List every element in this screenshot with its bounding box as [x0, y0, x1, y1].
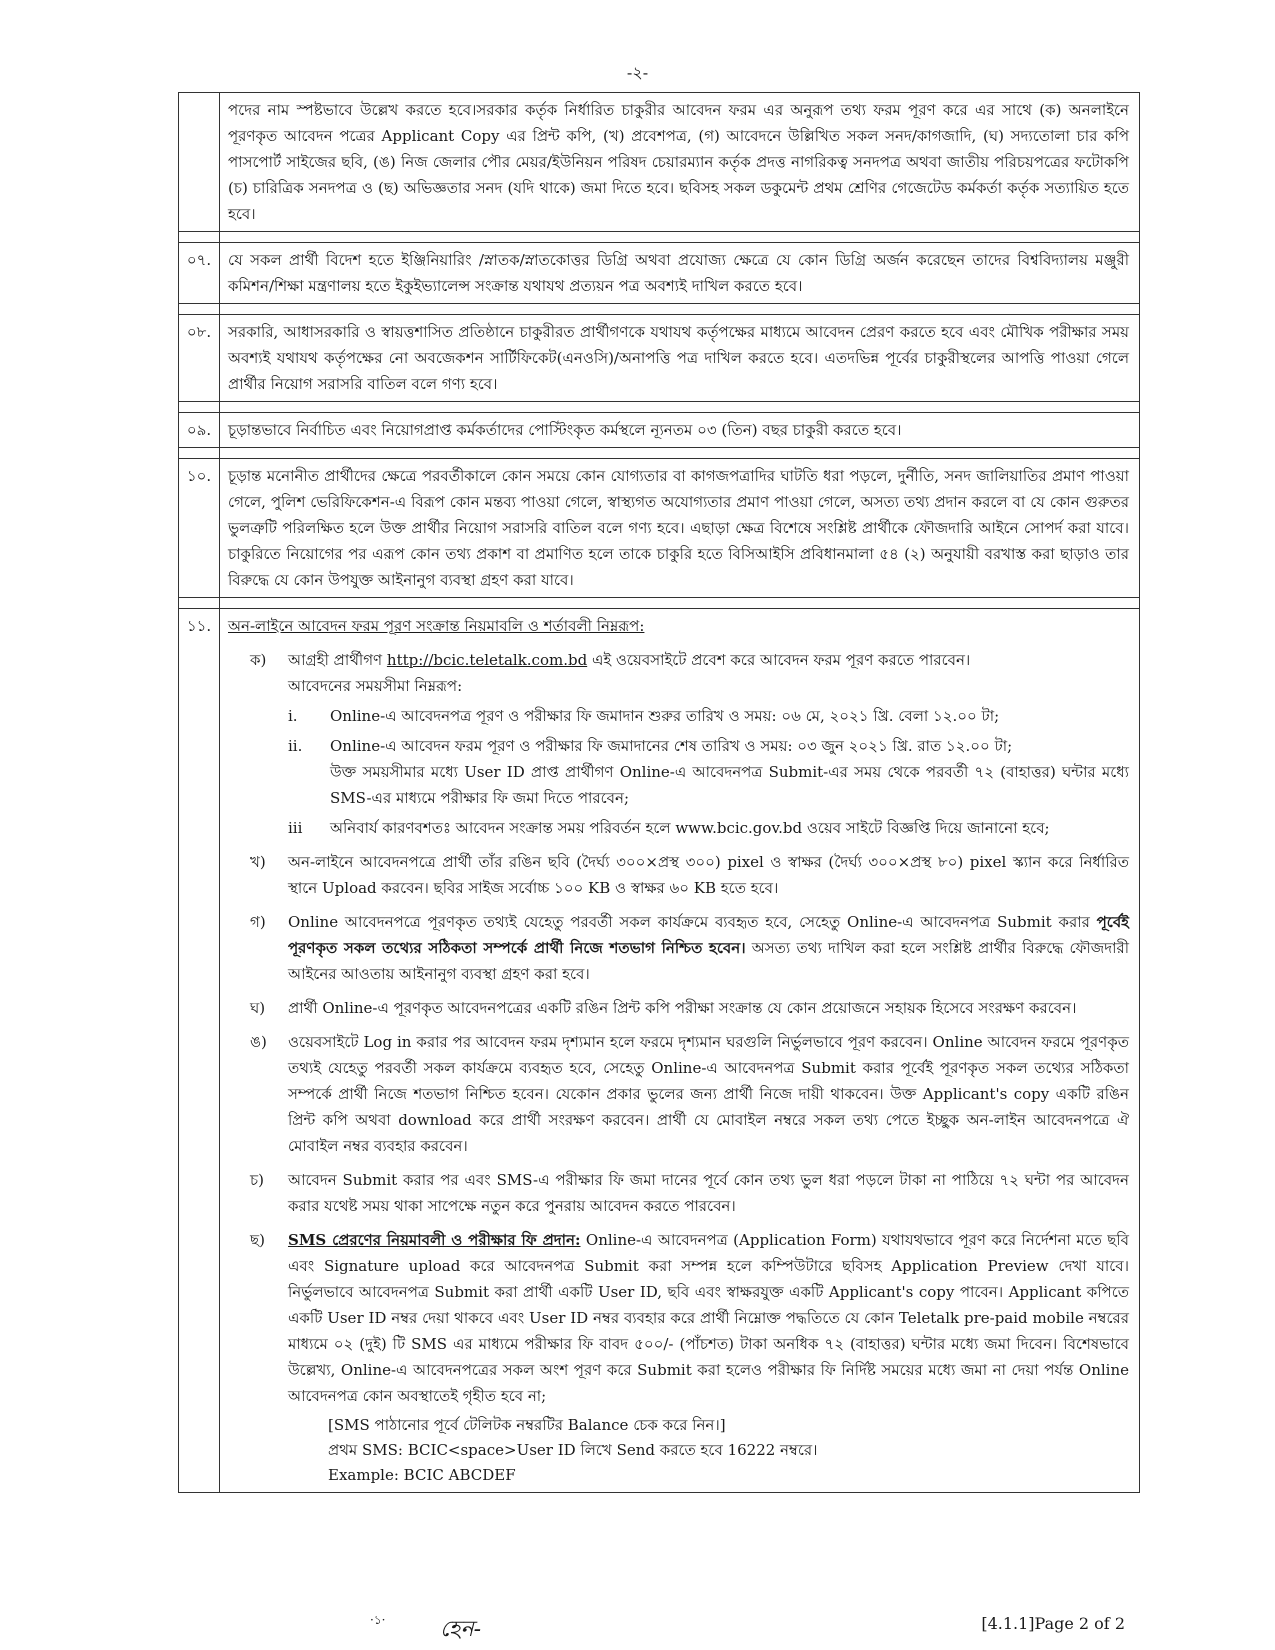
- row-spacer: [179, 402, 1139, 413]
- sub-label: খ): [250, 853, 266, 871]
- ka-text-post: এই ওয়েবসাইটে প্রবেশ করে আবেদন ফরম পূরণ করতে পারবেন।: [587, 651, 971, 669]
- roman-ii-note: উক্ত সময়সীমার মধ্যে User ID প্রাপ্ত প্রার্থীগণ Online-এ আবেদনপত্র Submit-এর সময় থেকে পরবর্তী ৭২ (বাহাত্তর) ঘন্টার মধ্যে SMS-এর মাধ্যমে পরীক্ষার ফি জমা দিতে পারবেন;: [330, 763, 1129, 807]
- sub-item-ga: [228, 909, 1129, 987]
- sms-text: Online-এ আবেদনপত্র (Application Form) যথাযথভাবে পূরণ করে নির্দেশনা মতে ছবি এবং Signature upload করে আবেদনপত্র Submit করা সম্পন্ন হলে কম্পিউটারে ছবিসহ Application Preview দেখা যাবে। নির্ভুলভাবে আবেদনপত্র Submit করা প্রার্থী একটি User ID, ছবি এবং স্বাক্ষরযুক্ত একটি Applicant's copy পাবেন। Applicant কপিতে একটি User ID নম্বর দেয়া থাকবে এবং User ID নম্বর ব্যবহার করে প্রার্থী নিম্নোক্ত পদ্ধতিতে যে কোন Teletalk pre-paid mobile নম্বরের মাধ্যমে ০২ (দুই) টি SMS এর মাধ্যমে পরীক্ষার ফি বাবদ ৫০০/- (পাঁচশত) টাকা অনধিক ৭২ (বাহাত্তর) ঘন্টার মধ্যে জমা দিবেন। বিশেষভাবে উল্লেখ্য, Online-এ আবেদনপত্রের সকল অংশ পূরণ করে Submit করা হলেও পরীক্ষার ফি নির্দিষ্ট সময়ের মধ্যে জমা না দেয়া পর্যন্ত Online আবেদনপত্র কোন অবস্থাতেই গৃহীত হবে না;: [288, 1231, 1130, 1405]
- row-spacer: [179, 304, 1139, 315]
- table-row-intro: [179, 93, 1139, 232]
- table-row-08: [179, 315, 1139, 402]
- sub-label: ঘ): [250, 999, 266, 1017]
- table-row-11: [179, 609, 1139, 1492]
- sms-instructions: [228, 1413, 1129, 1488]
- sub-label: ঙ): [250, 1033, 267, 1051]
- sub-item-cha: [228, 1167, 1129, 1219]
- roman-text: অনিবার্য কারণবশতঃ আবেদন সংক্রান্ত সময় পরিবর্তন হলে www.bcic.gov.bd ওয়েব সাইটে বিজ্ঞপ্তি দিয়ে জানানো হবে;: [330, 819, 1050, 837]
- sub-label: ছ): [250, 1231, 265, 1249]
- row-number: ০৯.: [179, 413, 220, 447]
- roman-label: iii: [288, 819, 303, 837]
- table-row-07: [179, 243, 1139, 304]
- page-label: [4.1.1]Page 2 of 2: [981, 1614, 1125, 1633]
- table-row-09: [179, 413, 1139, 448]
- row-11-content: [220, 609, 1139, 1492]
- sub-item-gha: [228, 995, 1129, 1021]
- roman-item-ii: [288, 733, 1129, 759]
- sub-text: প্রার্থী Online-এ পূরণকৃত আবেদনপত্রের একটি রঙিন প্রিন্ট কপি পরীক্ষা সংক্রান্ত যে কোন প্রয়োজনে সহায়ক হিসেবে সংরক্ষণ করবেন।: [288, 999, 1077, 1017]
- page-number: -২-: [626, 63, 649, 82]
- sub-label: ক): [250, 651, 267, 669]
- ka-line2: আবেদনের সময়সীমা নিম্নরূপ:: [288, 677, 463, 695]
- row-number: ১১.: [179, 609, 220, 1492]
- sms-line-2: প্রথম SMS: BCIC<space>User ID লিখে Send করতে হবে 16222 নম্বরে।: [328, 1441, 818, 1459]
- sub-item-ka: [228, 647, 1129, 841]
- signature: হেন-: [440, 1617, 482, 1642]
- sub-text: আবেদন Submit করার পর এবং SMS-এ পরীক্ষার ফি জমা দানের পূর্বে কোন তথ্য ভুল ধরা পড়লে টাকা না পাঠিয়ে ৭২ ঘন্টা পর আবেদন করার যথেষ্ট সময় থাকা সাপেক্ষে নতুন করে পুনরায় আবেদন করতে পারবেন।: [288, 1171, 1129, 1215]
- row-number: ০৭.: [179, 243, 220, 303]
- application-site-link[interactable]: http://bcic.teletalk.com.bd: [386, 651, 588, 669]
- sms-line-1: [SMS পাঠানোর পূর্বে টেলিটক নম্বরটির Balance চেক করে নিন।]: [328, 1416, 726, 1434]
- sub-label: চ): [250, 1171, 264, 1189]
- row-text: চূড়ান্ত মনোনীত প্রার্থীদের ক্ষেত্রে পরবর্তীকালে কোন সময়ে কোন যোগ্যতার বা কাগজপত্রাদির ঘাটতি ধরা পড়লে, দুর্নীতি, সনদ জালিয়াতির প্রমাণ পাওয়া গেলে, পুলিশ ভেরিফিকেশন-এ বিরূপ কোন মন্তব্য পাওয়া গেলে, স্বাস্থ্যগত অযোগ্যতার প্রমাণ পাওয়া গেলে, অসত্য তথ্য প্রদান করলে বা যে কোন গুরুতর ভুলত্রুটি পরিলক্ষিত হলে উক্ত প্রার্থীর নিয়োগ সরাসরি বাতিল বলে গণ্য হবে। এছাড়া ক্ষেত্র বিশেষে সংশ্লিষ্ট প্রার্থীকে ফৌজদারি আইনে সোপর্দ করা যাবে। চাকুরিতে নিয়োগের পর এরূপ কোন তথ্য প্রকাশ বা প্রমাণিত হলে তাকে চাকুরি হতে বিসিআইসি প্রবিধানমালা ৫৪ (২) অনুযায়ী বরখাস্ত করা ছাড়াও তার বিরুদ্ধে যে কোন উপযুক্ত আইনানুগ ব্যবস্থা গ্রহণ করা যাবে।: [228, 467, 1129, 589]
- row-spacer: [179, 448, 1139, 459]
- intro-text: পদের নাম স্পষ্টভাবে উল্লেখ করতে হবে।সরকার কর্তৃক নির্ধারিত চাকুরীর আবেদন ফরম এর অনুরূপ তথ্য ফরম পূরণ করে এর সাথে (ক) অনলাইনে পূরণকৃত আবেদন পত্রের Applicant Copy এর প্রিন্ট কপি, (খ) প্রবেশপত্র, (গ) আবেদনে উল্লিখিত সকল সনদ/কাগজাদি, (ঘ) সদ্যতোলা চার কপি পাসপোর্ট সাইজের ছবি, (ঙ) নিজ জেলার পৌর মেয়র/ইউনিয়ন পরিষদ চেয়ারম্যান কর্তৃক প্রদত্ত নাগরিকত্ব সনদপত্র অথবা জাতীয় পরিচয়পত্রের ফটোকপি (চ) চারিত্রিক সনদপত্র ও (ছ) অভিজ্ঞতার সনদ (যদি থাকে) জমা দিতে হবে। ছবিসহ সকল ডকুমেন্ট প্রথম শ্রেণির গেজেটেড কর্মকর্তা কর্তৃক সত্যায়িত হতে হবে।: [228, 101, 1129, 223]
- roman-item-i: [288, 703, 1129, 729]
- sub-text: ওয়েবসাইটে Log in করার পর আবেদন ফরম দৃশ্যমান হলে ফরমে দৃশ্যমান ঘরগুলি নির্ভুলভাবে পূরণ করবেন। Online আবেদন ফরমে পূরণকৃত তথ্যই যেহেতু পরবর্তী সকল কার্যক্রমে ব্যবহৃত হবে, সেহেতু Online-এ আবেদনপত্র Submit করার পূর্বেই পূরণকৃত সকল তথ্যের সঠিকতা সম্পর্কে প্রার্থী নিজে শতভাগ নিশ্চিত হবেন। যেকোন প্রকার ভুলের জন্য প্রার্থী নিজে দায়ী থাকবেন। উক্ত Applicant's copy একটি রঙিন প্রিন্ট কপি অথবা download করে প্রার্থী সংরক্ষণ করবেন। প্রার্থী যে মোবাইল নম্বরে সকল তথ্য পেতে ইচ্ছুক অন-লাইন আবেদনপত্রে ঐ মোবাইল নম্বর ব্যবহার করবেন।: [288, 1033, 1129, 1155]
- footer-mark: ·১·: [370, 1613, 386, 1627]
- sub-item-kha: [228, 849, 1129, 901]
- roman-label: i.: [288, 707, 298, 725]
- row-number: [179, 93, 220, 231]
- sub-label: গ): [250, 913, 266, 931]
- row-number: ১০.: [179, 459, 220, 597]
- ga-text-pre: Online আবেদনপত্রে পূরণকৃত তথ্যই যেহেতু পরবর্তী সকল কার্যক্রমে ব্যবহৃত হবে, সেহেতু Online-এ আবেদনপত্র Submit করার: [288, 913, 1097, 931]
- ga-text-bold: পূর্বেই পূরণকৃত সকল তথ্যের সঠিকতা সম্পর্কে প্রার্থী নিজে শতভাগ নিশ্চিত হবেন।: [288, 913, 1129, 957]
- sub-item-uma: [228, 1029, 1129, 1159]
- row-11-heading: অন-লাইনে আবেদন ফরম পূরণ সংক্রান্ত নিয়মাবলি ও শর্তাবলী নিম্নরূপ:: [228, 617, 645, 635]
- ga-text-post: অসত্য তথ্য দাখিল করা হলে সংশ্লিষ্ট প্রার্থীর বিরুদ্ধে ফৌজদারী আইনের আওতায় আইনানুগ ব্যবস্থা গ্রহণ করা হবে।: [288, 939, 1129, 983]
- row-text: চূড়ান্তভাবে নির্বাচিত এবং নিয়োগপ্রাপ্ত কর্মকর্তাদের পোস্টিংকৃত কর্মস্থলে ন্যূনতম ০৩ (তিন) বছর চাকুরী করতে হবে।: [228, 421, 902, 439]
- roman-text: Online-এ আবেদনপত্র পূরণ ও পরীক্ষার ফি জমাদান শুরুর তারিখ ও সময়: ০৬ মে, ২০২১ খ্রি. বেলা ১২.০০ টা;: [330, 707, 1000, 725]
- row-text: যে সকল প্রার্থী বিদেশ হতে ইঞ্জিনিয়ারিং /স্নাতক/স্নাতকোত্তর ডিগ্রি অথবা প্রযোজ্য ক্ষেত্রে যে কোন ডিগ্রি অর্জন করেছেন তাদের বিশ্ববিদ্যালয় মঞ্জুরী কমিশন/শিক্ষা মন্ত্রণালয় হতে ইকুইভ্যালেন্স সংক্রান্ত যথাযথ প্রত্যয়ন পত্র অবশ্যই দাখিল করতে হবে।: [228, 251, 1129, 295]
- table-row-10: [179, 459, 1139, 598]
- sms-line-3: Example: BCIC ABCDEF: [328, 1466, 516, 1484]
- ka-text-pre: আগ্রহী প্রার্থীগণ: [288, 651, 387, 669]
- sms-heading: SMS প্রেরণের নিয়মাবলী ও পরীক্ষার ফি প্রদান:: [288, 1231, 581, 1249]
- sub-text: অন-লাইনে আবেদনপত্রে প্রার্থী তাঁর রঙিন ছবি (দৈর্ঘ্য ৩০০×প্রস্থ ৩০০) pixel ও স্বাক্ষর (দৈর্ঘ্য ৩০০×প্রস্থ ৮০) pixel স্ক্যান করে নির্ধারিত স্থানে Upload করবেন। ছবির সাইজ সর্বোচ্চ ১০০ KB ও স্বাক্ষর ৬০ KB হতে হবে।: [288, 853, 1129, 897]
- row-text: সরকারি, আধাসরকারি ও স্বায়ত্তশাসিত প্রতিষ্ঠানে চাকুরীরত প্রার্থীগণকে যথাযথ কর্তৃপক্ষের মাধ্যমে আবেদন প্রেরণ করতে হবে এবং মৌখিক পরীক্ষার সময় অবশ্যই যথাযথ কর্তৃপক্ষের নো অবজেকশন সার্টিফিকেট(এনওসি)/অনাপত্তি পত্র দাখিল করতে হবে। এতদভিন্ন পূর্বের চাকুরীস্থলের আপত্তি পাওয়া গেলে প্রার্থীর নিয়োগ সরাসরি বাতিল বলে গণ্য হবে।: [228, 323, 1129, 393]
- row-number: ০৮.: [179, 315, 220, 401]
- row-spacer: [179, 598, 1139, 609]
- roman-item-iii: [288, 815, 1129, 841]
- roman-label: ii.: [288, 737, 303, 755]
- document-table: [178, 92, 1140, 1493]
- roman-text: Online-এ আবেদন ফরম পূরণ ও পরীক্ষার ফি জমাদানের শেষ তারিখ ও সময়: ০৩ জুন ২০২১ খ্রি. রাত ১২.০০ টা;: [330, 737, 1013, 755]
- sub-item-chha: [228, 1227, 1129, 1409]
- row-spacer: [179, 232, 1139, 243]
